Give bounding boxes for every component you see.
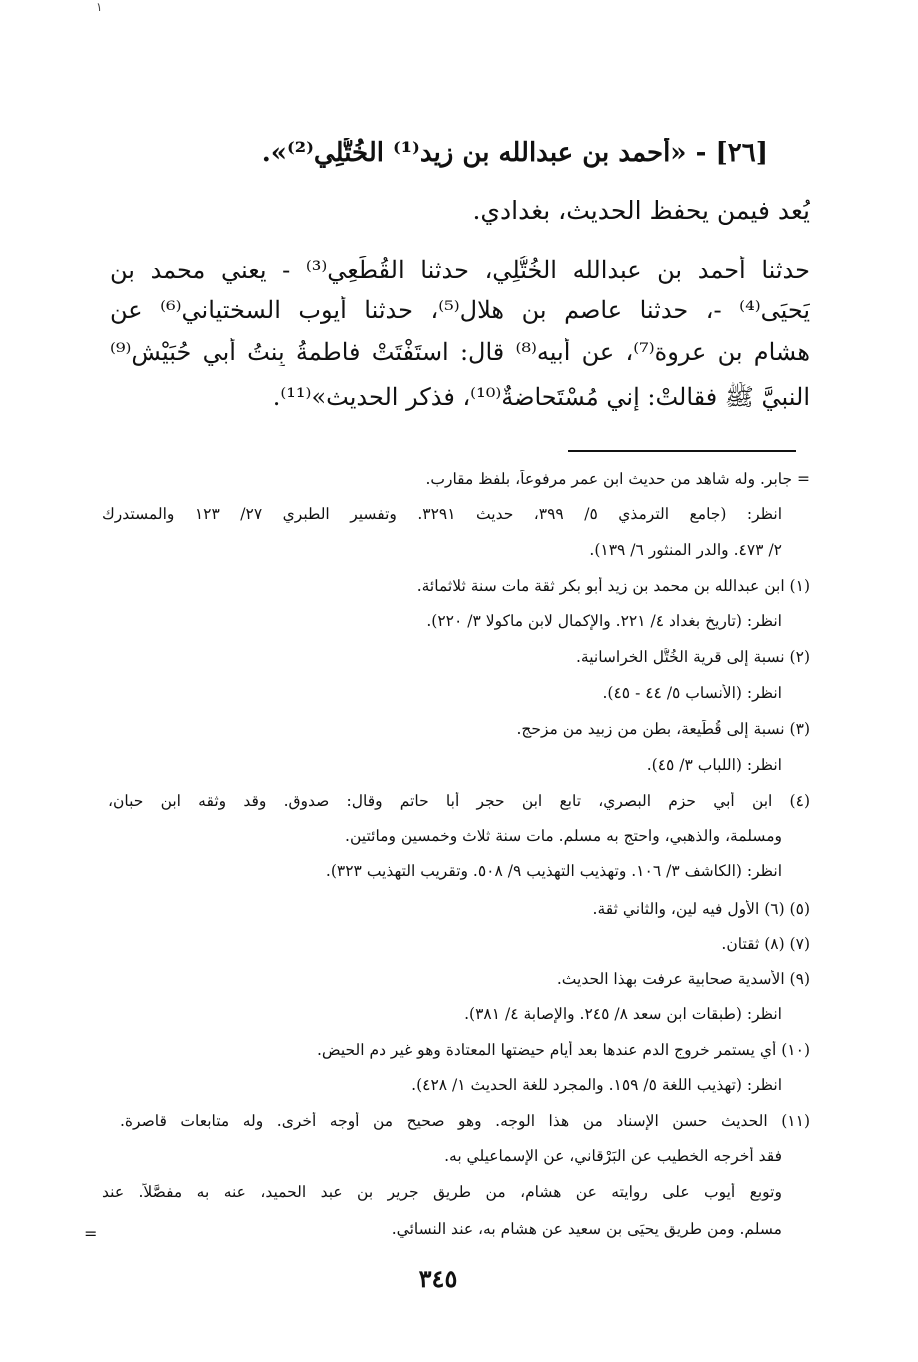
- top-margin-mark: ١: [96, 0, 103, 14]
- continuation-mark: =: [84, 1224, 98, 1243]
- footnote-line: (٧) (٨) ثقتان.: [721, 935, 810, 953]
- footnote-line: (١١) الحديث حسن الإسناد من هذا الوجه. وهو صحيح من أوجه أخرى. وله متابعات قاصرة.: [120, 1112, 810, 1130]
- footnote-line: فقد أخرجه الخطيب عن البَرْقاني، عن الإسماعيلي به.: [444, 1147, 782, 1165]
- footnote-line: انظر: (جامع الترمذي ٥/ ٣٩٩، حديث ٣٢٩١. وتفسير الطبري ٢٧/ ١٢٣ والمستدرك: [102, 505, 782, 523]
- entry-description: يُعد فيمن يحفظ الحديث، بغدادي.: [472, 196, 810, 225]
- body-line-2: يَحيَى⁽⁴⁾ -، حدثنا عاصم بن هلال⁽⁵⁾، حدثنا أيوب السختياني⁽⁶⁾ عن: [110, 296, 810, 324]
- footnote-line: (٩) الأسدية صحابية عرفت بهذا الحديث.: [556, 970, 810, 988]
- footnote-line: مسلم. ومن طريق يحيَى بن سعيد عن هشام به، عند النسائي.: [391, 1220, 782, 1238]
- footnote-line: (٢) نسبة إلى قرية الخُتُّل الخراسانية.: [575, 648, 810, 666]
- footnote-line: انظر: (اللباب ٣/ ٤٥).: [646, 756, 782, 774]
- footnote-line: انظر: (طبقات ابن سعد ٨/ ٢٤٥. والإصابة ٤/ ٣٨١).: [464, 1005, 782, 1023]
- footnote-line: (٣) نسبة إلى قُطَيعة، بطن من زبيد من مزحج.: [516, 720, 810, 738]
- footnote-line: (٥) (٦) الأول فيه لين، والثاني ثقة.: [592, 900, 810, 918]
- body-line-3: هشام بن عروة⁽⁷⁾، عن أبيه⁽⁸⁾ قال: استَفْتَتْ فاطمةُ بِنتُ أبي حُبَيْشٍ⁽⁹⁾: [110, 338, 810, 366]
- footnote-line: (٤) ابن أبي حزم البصري، تابع ابن حجر أبا حاتم وقال: صدوق. وقد وثقه ابن حبان،: [108, 792, 810, 810]
- footnote-line: انظر: (الأنساب ٥/ ٤٤ - ٤٥).: [602, 684, 782, 702]
- body-line-1: حدثنا أحمد بن عبدالله الخُتُّلِي، حدثنا القُطَعِي⁽³⁾ - يعني محمد بن: [110, 256, 810, 284]
- page-number: ٣٤٥: [418, 1264, 458, 1293]
- footnote-line: ومسلمة، والذهبي، واحتج به مسلم. مات سنة ثلاث وخمسين ومائتين.: [345, 827, 782, 845]
- body-line-4: النبيَّ ﷺ فقالتْ: إني مُسْتَحاضةٌ⁽¹⁰⁾، فذكر الحديث»⁽¹¹⁾.: [272, 383, 810, 411]
- footnote-line: وتوبع أيوب على روايته عن هشام، من طريق جرير بن عبد الحميد، عنه به مفصَّلاً. عند: [102, 1183, 782, 1201]
- footnote-line: انظر: (تهذيب اللغة ٥/ ١٥٩. والمجرد للغة الحديث ١/ ٤٢٨).: [411, 1076, 782, 1094]
- footnote-line: (١) ابن عبدالله بن محمد بن زيد أبو بكر ثقة مات سنة ثلاثمائة.: [416, 577, 810, 595]
- footnote-line: = جابر. وله شاهد من حديث ابن عمر مرفوعاً، بلفظ مقارب.: [425, 470, 810, 488]
- footnote-line: انظر: (الكاشف ٣/ ١٠٦. وتهذيب التهذيب ٩/ ٥٠٨. وتقريب التهذيب ٣٢٣).: [325, 862, 782, 880]
- footnote-line: انظر: (تاريخ بغداد ٤/ ٢٢١. والإكمال لابن ماكولا ٣/ ٢٢٠).: [426, 612, 782, 630]
- entry-heading: [٢٦] - «أحمد بن عبدالله بن زيد⁽¹⁾ الخُتُّلِي⁽²⁾».: [261, 138, 768, 168]
- footnote-line: (١٠) أي يستمر خروج الدم عندها بعد أيام حيضتها المعتادة وهو غير دم الحيض.: [316, 1041, 810, 1059]
- footnote-line: ٢/ ٤٧٣. والدر المنثور ٦/ ١٣٩).: [589, 541, 782, 559]
- footnote-separator: [568, 450, 796, 452]
